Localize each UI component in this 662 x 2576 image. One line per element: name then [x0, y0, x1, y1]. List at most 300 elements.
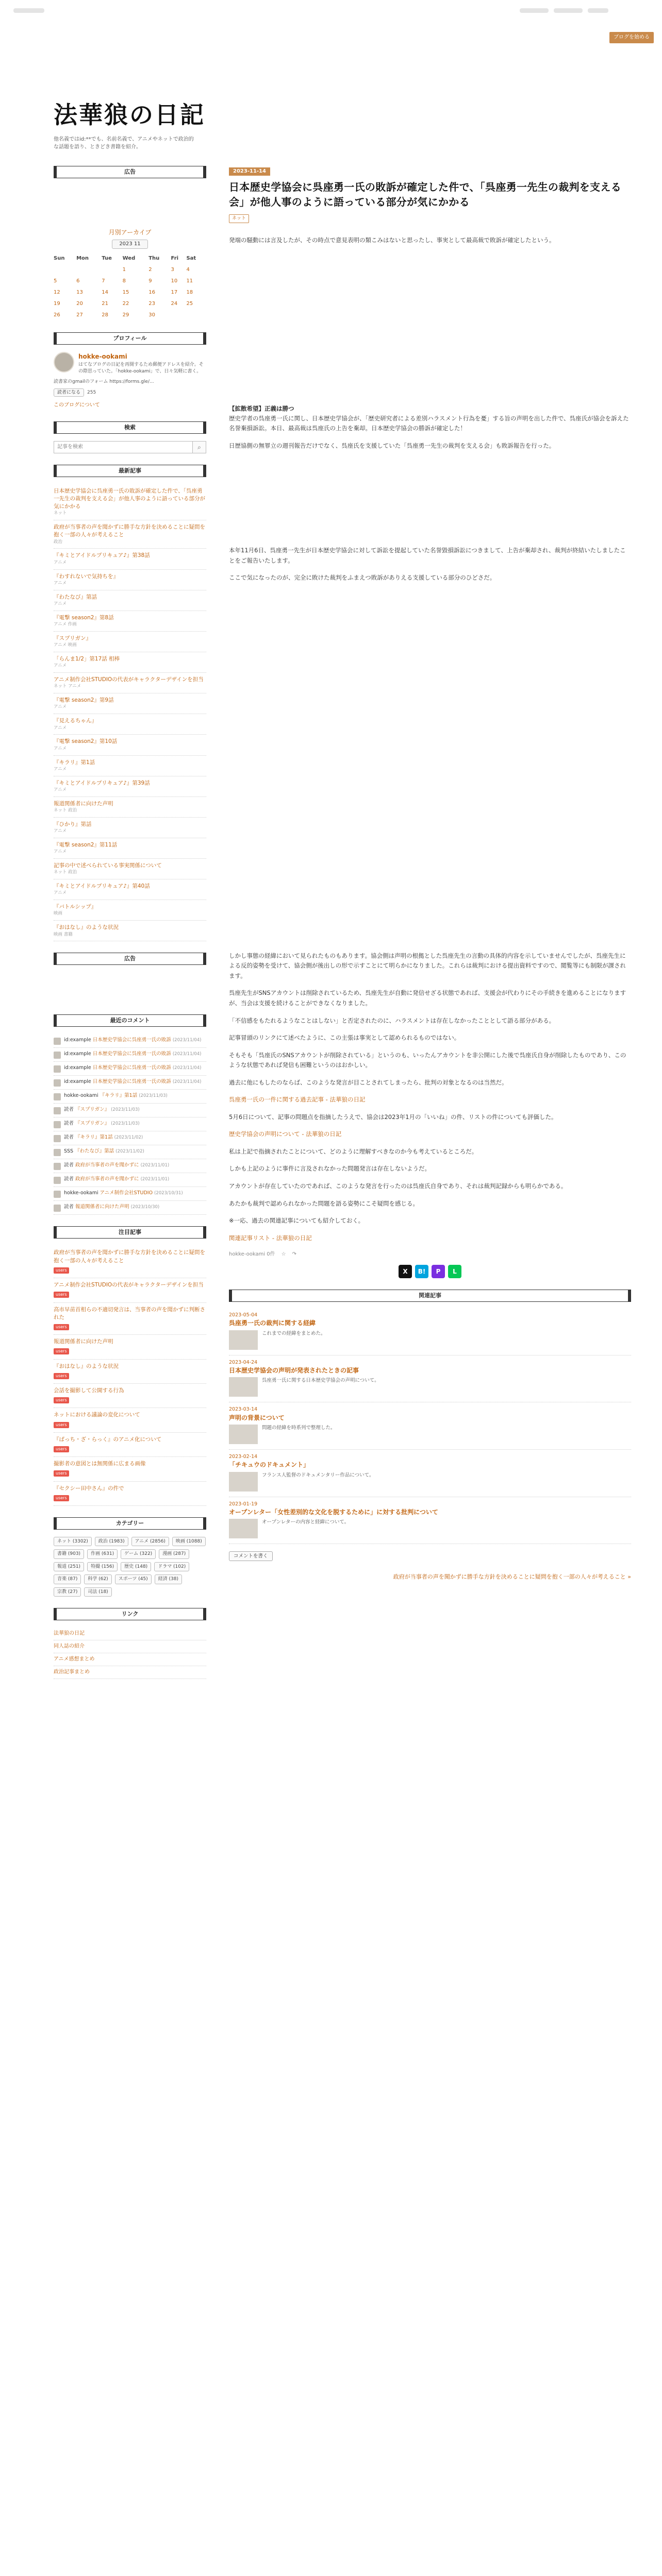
user-icon[interactable] — [54, 1093, 61, 1100]
recent-entry — [54, 735, 206, 755]
related-title-link[interactable]: 「チキュウのドキュメント」 — [229, 1461, 310, 1469]
calendar-day[interactable]: 20 — [76, 301, 83, 307]
comment-entry-link[interactable]: 日本歴史学協会に呉座勇一氏の敗訴 — [92, 1065, 171, 1071]
category-grid — [54, 1537, 206, 1597]
recent-entry — [54, 756, 206, 776]
calendar-day[interactable]: 18 — [186, 290, 193, 296]
calendar-day[interactable]: 14 — [102, 290, 109, 296]
global-nav-item[interactable] — [554, 8, 583, 13]
category-chip[interactable]: 作画 (631) — [87, 1549, 118, 1558]
recent-entry-tags: ネット 政治 — [54, 870, 77, 875]
recent-entry — [54, 879, 206, 900]
bookmark-count-badge[interactable]: users — [54, 1422, 69, 1428]
comment-user[interactable]: 読者 — [64, 1162, 74, 1168]
calendar-weekday: Thu — [148, 256, 160, 262]
user-icon[interactable] — [54, 1107, 61, 1114]
calendar-day[interactable]: 30 — [148, 312, 155, 318]
global-nav — [520, 8, 608, 13]
related-summary: 問題の経緯を時系列で整理した。 — [262, 1425, 336, 1431]
related-title: 関連記事 — [229, 1290, 631, 1302]
user-icon[interactable] — [54, 1052, 61, 1059]
sidebar — [54, 166, 206, 1690]
recent-entry-tags: ネット アニメ — [54, 684, 81, 689]
comment-user[interactable]: 読者 — [64, 1134, 74, 1141]
sidebar-link[interactable]: 政治記事まとめ — [54, 1666, 206, 1679]
related-entry — [229, 1308, 631, 1355]
related-entry — [229, 1450, 631, 1497]
comment-item — [54, 1048, 206, 1062]
recent-entry-tags: アニメ — [54, 580, 67, 586]
archive-title[interactable]: 月別アーカイブ — [108, 229, 152, 236]
comment-item — [54, 1201, 206, 1215]
entry-category[interactable]: ネット — [229, 214, 249, 223]
ad-space[interactable] — [54, 185, 206, 216]
search-input[interactable] — [54, 442, 192, 453]
magnifier-icon[interactable]: ⌕ — [192, 442, 206, 453]
calendar-weekday: Sun — [54, 256, 65, 262]
user-icon[interactable] — [54, 1065, 61, 1073]
comment-user[interactable]: id:example — [64, 1037, 91, 1043]
comment-date: (2023/11/04) — [172, 1052, 202, 1057]
category-chip[interactable]: ドラマ (102) — [154, 1562, 189, 1571]
comment-date: (2023/11/04) — [172, 1065, 202, 1071]
related-title-link[interactable]: オープンレター「女性差別的な文化を脱するために」に対する批判について — [229, 1508, 438, 1516]
recent-entry-tags: アニメ 映画 — [54, 642, 77, 648]
profile-module — [54, 332, 206, 410]
related-thumbnail[interactable] — [229, 1472, 258, 1492]
recent-entry-title[interactable]: 『電撃 season2』第11話 — [54, 841, 118, 848]
comment-user[interactable]: id:example — [64, 1079, 91, 1085]
popular-entry-title[interactable]: 撮影者の意図とは無関係に広まる画像 — [54, 1461, 146, 1467]
calendar-day[interactable]: 5 — [54, 278, 57, 284]
paragraph: アカウントが存在していたのであれば、このような発言を行ったのは呉座氏自身であり、それは裁判記録からも明らかである。 — [229, 1182, 567, 1190]
related-title-link[interactable]: 声明の背景について — [229, 1414, 285, 1421]
comment-entry-link[interactable]: 報道関係者に向けた声明 — [75, 1204, 129, 1210]
calendar-day[interactable]: 8 — [122, 278, 126, 284]
bookmark-count-badge[interactable]: users — [54, 1446, 69, 1452]
comment-date: (2023/11/01) — [140, 1163, 170, 1168]
related-entry — [229, 1497, 631, 1545]
recent-entry-title[interactable]: 『キミとアイドルプリキュア♪』第40話 — [54, 883, 150, 890]
comment-entry-link[interactable]: アニメ制作会社STUDIO — [100, 1190, 153, 1196]
search-box — [54, 441, 206, 453]
calendar-day[interactable]: 1 — [122, 267, 126, 273]
popular-entry-title[interactable]: アニメ制作会社STUDIOの代表がキャラクターデザインを担当 — [54, 1282, 204, 1289]
related-summary: 呉座勇一氏に関する日本歴史学協会の声明について。 — [262, 1378, 379, 1384]
category-chip[interactable]: 音楽 (87) — [54, 1574, 81, 1584]
popular-entry-title[interactable]: 『おはなし』のような状況 — [54, 1363, 119, 1369]
paragraph: ここで気になったのが、完全に敗けた裁判をふまえつ敗訴がありえる支援している部分のひどさだ。 — [229, 574, 496, 582]
recent-entry — [54, 838, 206, 859]
popular-entry — [54, 1384, 206, 1408]
recent-entry-title[interactable]: アニメ制作会社STUDIOの代表がキャラクターデザインを担当 — [54, 676, 204, 683]
entry — [229, 166, 631, 1582]
calendar-day[interactable]: 13 — [76, 290, 83, 296]
comment-date: (2023/11/03) — [111, 1121, 140, 1127]
calendar-day[interactable]: 11 — [186, 278, 193, 284]
user-icon[interactable] — [54, 1205, 61, 1212]
calendar-day[interactable]: 22 — [122, 301, 129, 307]
category-chip[interactable]: 歴史 (148) — [121, 1562, 151, 1571]
calendar-day[interactable]: 25 — [186, 301, 193, 307]
popular-entry-title[interactable]: 報道関係者に向けた声明 — [54, 1338, 113, 1345]
recent-entry-title[interactable]: 「らんま1/2」第17話 相棒 — [54, 655, 120, 662]
popular-entry — [54, 1408, 206, 1432]
user-icon[interactable] — [54, 1149, 61, 1156]
recent-entry-tags: 政治 — [54, 539, 63, 545]
recent-entry-title[interactable]: 『電撃 season2』第10話 — [54, 738, 118, 745]
comment-entry-link[interactable]: 『スプリガン』 — [75, 1121, 110, 1127]
category-chip[interactable]: 司法 (18) — [84, 1587, 111, 1597]
profile-meta: 読書家のgmailのフォーム https://forms.gle/... — [54, 379, 154, 384]
inline-link[interactable]: 歴史学協会の声明について - 法華狼の日記 — [229, 1130, 342, 1138]
popular-entry — [54, 1246, 206, 1278]
comment-user[interactable]: hokke-ookami — [64, 1190, 98, 1196]
comment-entry-link[interactable]: 日本歴史学協会に呉座勇一氏の敗訴 — [92, 1079, 171, 1085]
recent-entry-tags: アニメ — [54, 663, 67, 669]
comment-user[interactable]: 読者 — [64, 1204, 74, 1210]
user-icon[interactable] — [54, 1163, 61, 1170]
comment-item — [54, 1034, 206, 1048]
bookmark-count-badge[interactable]: users — [54, 1397, 69, 1403]
popular-entry — [54, 1433, 206, 1457]
user-icon[interactable] — [54, 1191, 61, 1198]
calendar-day[interactable]: 28 — [102, 312, 109, 318]
recent-title: 最新記事 — [54, 465, 206, 477]
calendar-day[interactable]: 12 — [54, 290, 60, 296]
recent-list — [54, 484, 206, 942]
recent-entry-title[interactable]: 日本歴史学協会に呉座勇一氏の敗訴が確定した件で、「呉座勇一先生の裁判を支える会」が他人事のように語っている部分が気にかかる — [54, 487, 205, 510]
recent-entry — [54, 818, 206, 838]
archive-module — [54, 228, 206, 321]
paragraph: あたかも裁判で認められなかった問題を語る姿勢にこそ疑問を感じる。 — [229, 1199, 419, 1207]
sidebar-link[interactable]: アニメ感想まとめ — [54, 1653, 206, 1666]
comment-item — [54, 1076, 206, 1090]
calendar-day[interactable]: 24 — [171, 301, 178, 307]
recent-entry-title[interactable]: 『キミとアイドルプリキュア♪』第39話 — [54, 779, 150, 786]
bookmark-count-badge[interactable]: users — [54, 1292, 69, 1298]
category-chip[interactable]: 特撮 (156) — [87, 1562, 118, 1571]
entry-footer — [229, 1250, 631, 1259]
calendar-day — [54, 264, 76, 276]
calendar-weekday: Tue — [102, 256, 112, 262]
calendar-day[interactable]: 3 — [171, 267, 174, 273]
category-chip[interactable]: スポーツ (45) — [115, 1574, 152, 1584]
calendar-day[interactable]: 21 — [102, 301, 109, 307]
recent-entry-title[interactable]: 『見えるちゃん』 — [54, 718, 97, 724]
paragraph: 過去に他にもしたのならば、このような発言が目ことされてしまったら、批判の対象となるのは当然だ。 — [229, 1078, 508, 1086]
bookmark-count-badge[interactable]: users — [54, 1348, 69, 1354]
x-share-icon[interactable]: X — [399, 1265, 412, 1278]
comment-entry-link[interactable]: 『わたなび』第話 — [75, 1148, 114, 1155]
recent-entry — [54, 673, 206, 693]
bookmark-count-badge[interactable]: users — [54, 1324, 69, 1330]
comment-date: (2023/11/01) — [140, 1177, 170, 1182]
bookmark-count-badge[interactable]: users — [54, 1267, 69, 1274]
sidebar-link[interactable]: 同人誌の紹介 — [54, 1640, 206, 1653]
main-content — [229, 166, 631, 1582]
category-title: カテゴリー — [54, 1517, 206, 1530]
calendar-day[interactable]: 15 — [122, 290, 129, 296]
category-chip[interactable]: アニメ (2856) — [131, 1537, 169, 1546]
recent-entry-tags: アニメ — [54, 560, 67, 565]
comment-user[interactable]: id:example — [64, 1051, 91, 1057]
entry-footer-meta[interactable]: hokke-ookami 0件 — [229, 1251, 275, 1258]
paragraph: 発端の騒動には言及したが、その時点で意見表明の類こみはないと思ったし、事実として最高裁で敗訴が確定したという。 — [229, 236, 555, 244]
recent-entry-tags: アニメ — [54, 787, 67, 792]
popular-entry — [54, 1457, 206, 1481]
paragraph: しかし事態の経緯において見られたものもあります。協会側は声明の根拠とした呉座先生の言動の具体的内容を示していませんでしたが、呉座先生による反的姿勢を受けて、協会側が後出しの形で示すことにて明らかになりました。これらは裁判における提出資料ですので、閲覧等にも制限が課されます。 — [229, 952, 626, 979]
recent-entry-title[interactable]: 『キミとアイドルプリキュア♪』第38話 — [54, 552, 150, 559]
share-icon[interactable]: ↷ — [292, 1251, 297, 1258]
comment-user[interactable]: 読者 — [64, 1121, 74, 1127]
popular-title: 注目記事 — [54, 1226, 206, 1239]
category-chip[interactable]: ネット (3302) — [54, 1537, 92, 1546]
blog-title[interactable]: 法華狼の日記 — [54, 101, 205, 129]
recent-entry-title[interactable]: 『おはなし』のような状況 — [54, 924, 119, 931]
bookmark-count-badge[interactable]: users — [54, 1470, 69, 1477]
related-date: 2023-03-14 — [229, 1406, 258, 1413]
calendar-day[interactable]: 26 — [54, 312, 60, 318]
comment-item — [54, 1062, 206, 1076]
embedded-tweet[interactable] — [229, 252, 631, 404]
next-entry-link-text[interactable]: 政府が当事者の声を聞かずに勝手な方針を決めることに疑問を抱く一部の人々が考えること » — [393, 1573, 631, 1581]
category-chip[interactable]: 科学 (62) — [84, 1574, 111, 1584]
hatena-logo[interactable] — [13, 8, 44, 13]
comment-item — [54, 1104, 206, 1117]
line-icon[interactable]: L — [448, 1265, 461, 1278]
profile-name[interactable]: hokke-ookami — [78, 353, 127, 361]
category-chip[interactable]: 宗教 (27) — [54, 1587, 81, 1597]
calendar-day — [76, 264, 102, 276]
user-icon[interactable] — [54, 1135, 61, 1142]
paragraph: 私は上記で指摘されたことについて、どのように理解すべきなのか今も考えているところだ。 — [229, 1147, 478, 1155]
recent-entry-title[interactable]: 『わたなび』第話 — [54, 594, 97, 600]
category-chip[interactable]: ゲーム (322) — [121, 1549, 156, 1558]
next-entry-link — [229, 1572, 631, 1582]
start-blog-button[interactable]: ブログを始める — [609, 32, 654, 43]
related-date: 2023-02-14 — [229, 1453, 258, 1460]
category-chip[interactable]: 報道 (251) — [54, 1562, 84, 1571]
popular-entry-title[interactable]: 『ぱっち・ざ・らっく』のアニメ化について — [54, 1436, 162, 1443]
recent-entry — [54, 484, 206, 521]
related-entry — [229, 1355, 631, 1403]
user-icon[interactable] — [54, 1038, 61, 1045]
comment-date: (2023/11/04) — [172, 1038, 202, 1043]
recent-entry-tags: アニメ — [54, 828, 67, 834]
related-thumbnail[interactable] — [229, 1519, 258, 1538]
related-thumbnail[interactable] — [229, 1330, 258, 1350]
paragraph: ※一応、過去の関連記事についても紹介しておく。 — [229, 1217, 365, 1225]
comment-date: (2023/11/03) — [139, 1093, 168, 1099]
popular-entry-title[interactable]: 『セクシー田中さん』の件で — [54, 1485, 124, 1492]
embedded-card[interactable] — [229, 458, 631, 546]
calendar-day[interactable]: 2 — [148, 267, 152, 273]
recent-entry-tags: ネット — [54, 511, 67, 516]
paragraph: 「不信感をもたれるようなことはしない」と否定されたのに、ハラスメントは存在しなかったこととして語る部分がある。 — [229, 1016, 555, 1024]
recent-entry — [54, 797, 206, 818]
comment-user[interactable]: 読者 — [64, 1176, 74, 1182]
embedded-document[interactable] — [229, 590, 631, 951]
link-list — [54, 1628, 206, 1679]
avatar[interactable] — [54, 352, 74, 372]
calendar-day[interactable]: 19 — [54, 301, 60, 307]
paragraph: 5月6日について、記事の問題点を指摘したうえで、協会は2023年1月の「いいね」の件、リストの件についても評価した。 — [229, 1113, 557, 1121]
category-chip[interactable]: 書籍 (903) — [54, 1549, 84, 1558]
calendar-day[interactable]: 9 — [148, 278, 152, 284]
category-chip[interactable]: 経済 (38) — [155, 1574, 182, 1584]
related-thumbnail[interactable] — [229, 1425, 258, 1444]
calendar-day — [102, 264, 122, 276]
recent-entry-tags: アニメ — [54, 601, 67, 606]
user-icon[interactable] — [54, 1177, 61, 1184]
comment-user[interactable]: id:example — [64, 1065, 91, 1071]
search-module — [54, 421, 206, 453]
entry-title[interactable]: 日本歴史学協会に呉座勇一氏の敗訴が確定した件で、「呉座勇一先生の裁判を支える会」が他人事のように語っている部分が気にかかる — [229, 181, 621, 209]
related-date: 2023-05-04 — [229, 1312, 258, 1318]
recent-entry — [54, 693, 206, 714]
ad-title: 広告 — [54, 953, 206, 965]
comment-date: (2023/11/02) — [115, 1149, 144, 1155]
inline-link[interactable]: 呉座勇一氏の一件に関する過去記事 - 法華狼の日記 — [229, 1096, 366, 1104]
quote-heading: 【拡散希望】正義は勝つ — [229, 405, 294, 413]
comment-entry-link[interactable]: 政府が当事者の声を聞かずに — [75, 1176, 139, 1182]
comment-list — [54, 1034, 206, 1215]
comment-date: (2023/11/03) — [111, 1107, 140, 1113]
recent-entry-title[interactable]: 『電撃 season2』第8話 — [54, 614, 114, 621]
recent-entry — [54, 570, 206, 590]
star-icon[interactable]: ☆ — [281, 1251, 286, 1258]
category-chip[interactable]: 映画 (1088) — [172, 1537, 206, 1546]
comment-user[interactable]: hokke-ookami — [64, 1093, 98, 1099]
hatena-bookmark-icon[interactable]: B! — [415, 1265, 428, 1278]
category-module — [54, 1517, 206, 1597]
paragraph: 日歴協側の無罪立の週刊報告だけでなく、呉座氏を支援していた「呉座勇一先生の裁判を支える会」も敗訴報告を行った。 — [229, 442, 555, 449]
recent-entry-title[interactable]: 『ひかり』第話 — [54, 821, 92, 827]
popular-module — [54, 1226, 206, 1506]
popular-entry-title[interactable]: 政府が当事者の声を聞かずに勝手な方針を決めることに疑問を抱く一部の人々が考えること — [54, 1249, 205, 1264]
recent-entry-tags: ネット 政治 — [54, 807, 77, 813]
comment-item — [54, 1159, 206, 1173]
recent-module — [54, 465, 206, 942]
calendar-day[interactable]: 23 — [148, 301, 155, 307]
comment-entry-link[interactable]: 日本歴史学協会に呉座勇一氏の敗訴 — [92, 1037, 171, 1043]
calendar-day[interactable]: 16 — [148, 290, 155, 296]
ad-module — [54, 166, 206, 216]
comments-title: 最近のコメント — [54, 1014, 206, 1027]
month-select[interactable]: 2023 11 — [112, 240, 148, 249]
recent-entry — [54, 921, 206, 941]
popular-list — [54, 1246, 206, 1506]
calendar-day[interactable]: 17 — [171, 290, 178, 296]
bookmark-count-badge[interactable]: users — [54, 1495, 69, 1501]
related-title-link[interactable]: 呉座勇一氏の裁判に関する経緯 — [229, 1319, 316, 1327]
recent-entry — [54, 900, 206, 921]
global-header — [0, 0, 662, 40]
recent-entry-title[interactable]: 『バトルシップ』 — [54, 904, 97, 910]
paragraph: そもそも「呉座氏のSNSアカウントが削除されている」というのも、いったんアカウントを非公開にした後で呉座氏自身が削除したものであり、このような状態であれば発信も困難というのはおかしい。 — [229, 1051, 626, 1069]
comment-entry-link[interactable]: 『スプリガン』 — [75, 1107, 110, 1113]
links-module — [54, 1608, 206, 1679]
user-icon[interactable] — [54, 1079, 61, 1087]
comment-item — [54, 1117, 206, 1131]
recent-entry-title[interactable]: 政府が当事者の声を聞かずに勝手な方針を決めることに疑問を抱く一部の人々が考えること — [54, 524, 205, 538]
recent-entry-title[interactable]: 『わすれないで気持ちを』 — [54, 573, 119, 580]
entry-date[interactable]: 2023-11-14 — [229, 167, 270, 176]
reader-button[interactable]: 読者になる — [54, 388, 84, 397]
related-summary: オープンレターの内容と経緯について。 — [262, 1519, 350, 1526]
comments-module — [54, 1014, 206, 1215]
blog-header — [0, 23, 662, 150]
pocket-icon[interactable]: P — [432, 1265, 445, 1278]
popular-entry — [54, 1278, 206, 1302]
reader-count: 255 — [87, 389, 96, 395]
quote-body: 歴史学者の呉座勇一氏に関し、日本歴史学協会が、「歴史研究者による差別ハラスメント行為を憂」する旨の声明を出した件で、呉座氏が協会を訴えた名誉棄損訴訟。本日、最高裁は呉座氏の上告を棄却。日本歴史学協会の勝訴が確定した！ — [229, 414, 629, 432]
comment-date: (2023/10/31) — [154, 1191, 183, 1196]
comment-entry-link[interactable]: 政府が当事者の声を聞かずに — [75, 1162, 139, 1168]
calendar-day[interactable]: 6 — [76, 278, 80, 284]
sidebar-link[interactable]: 法華狼の日記 — [54, 1628, 206, 1640]
calendar-day[interactable]: 7 — [102, 278, 105, 284]
calendar-day[interactable]: 10 — [171, 278, 178, 284]
recent-entry — [54, 859, 206, 879]
calendar-day[interactable]: 29 — [122, 312, 129, 318]
global-nav-item[interactable] — [588, 8, 608, 13]
recent-entry-title[interactable]: 『スプリガン』 — [54, 635, 91, 641]
related-entry — [229, 1402, 631, 1450]
recent-entry-tags: 映画 — [54, 911, 63, 917]
comment-entry-link[interactable]: 日本歴史学協会に呉座勇一氏の敗訴 — [92, 1051, 171, 1057]
category-chip[interactable]: 漫画 (287) — [159, 1549, 189, 1558]
about-blog-link[interactable]: このブログについて — [54, 402, 100, 409]
calendar-day[interactable]: 27 — [76, 312, 83, 318]
recent-entry-title[interactable]: 報道関係者に向けた声明 — [54, 800, 113, 807]
related-thumbnail[interactable] — [229, 1377, 258, 1397]
category-chip[interactable]: 政治 (1983) — [95, 1537, 128, 1546]
popular-entry-title[interactable]: 会話を撮影して公開する行為 — [54, 1387, 124, 1394]
recent-entry-title[interactable]: 記事の中で述べられている事実関係について — [54, 862, 162, 869]
recent-entry-title[interactable]: 『キラリ』第1話 — [54, 759, 95, 766]
comment-date: (2023/11/04) — [172, 1079, 202, 1085]
ad-space[interactable] — [54, 972, 206, 1003]
calendar-day[interactable]: 4 — [186, 267, 190, 273]
comment-date: (2023/11/02) — [114, 1135, 143, 1141]
popular-entry-title[interactable]: 高市早苗首相らの不適切発言は、当事者の声を聞かずに判断された — [54, 1306, 205, 1320]
related-summary: フランス人監督のドキュメンタリー作品について。 — [262, 1472, 374, 1478]
recent-entry-tags: アニメ — [54, 849, 67, 855]
comment-user[interactable]: 読者 — [64, 1107, 74, 1113]
popular-entry-title[interactable]: ネットにおける議論の変化について — [54, 1412, 140, 1418]
share-buttons — [229, 1265, 631, 1278]
inline-link[interactable]: 関連記事リスト - 法華狼の日記 — [229, 1234, 312, 1242]
bookmark-count-badge[interactable]: users — [54, 1373, 69, 1379]
comment-entry-link[interactable]: 『キラリ』第1話 — [75, 1134, 113, 1141]
paragraph: 呉座先生がSNSアカウントは削除されているため、呉座先生が自動に発信せざる状態であれば、支援会が代わりにその手続きを進めることになりますが、当会は支援を続けることができなくなりました。 — [229, 989, 626, 1007]
user-icon[interactable] — [54, 1121, 61, 1128]
recent-entry-tags: 映画 書籍 — [54, 931, 73, 937]
comment-entry-link[interactable]: 『キラリ』第1話 — [100, 1093, 138, 1099]
blog-description: 他名義ではid:**でも、名前名義で、アニメやネットで政治的な話題を語り、ときどき書籍を紹介。 — [54, 137, 194, 150]
write-comment-button[interactable]: コメントを書く — [229, 1551, 273, 1561]
calendar-weekday: Wed — [122, 256, 136, 262]
profile-title: プロフィール — [54, 332, 206, 345]
global-nav-item[interactable] — [520, 8, 549, 13]
paragraph: しかも上記のように事件に言及されなかった問題発言は存在しないようだ。 — [229, 1165, 431, 1173]
comment-user[interactable]: SSS — [64, 1148, 74, 1155]
recent-entry-tags: アニメ — [54, 766, 67, 772]
related-title-link[interactable]: 日本歴史学協会の声明が発表されたときの記事 — [229, 1366, 359, 1374]
recent-entry-title[interactable]: 『電撃 season2』第9話 — [54, 697, 114, 704]
